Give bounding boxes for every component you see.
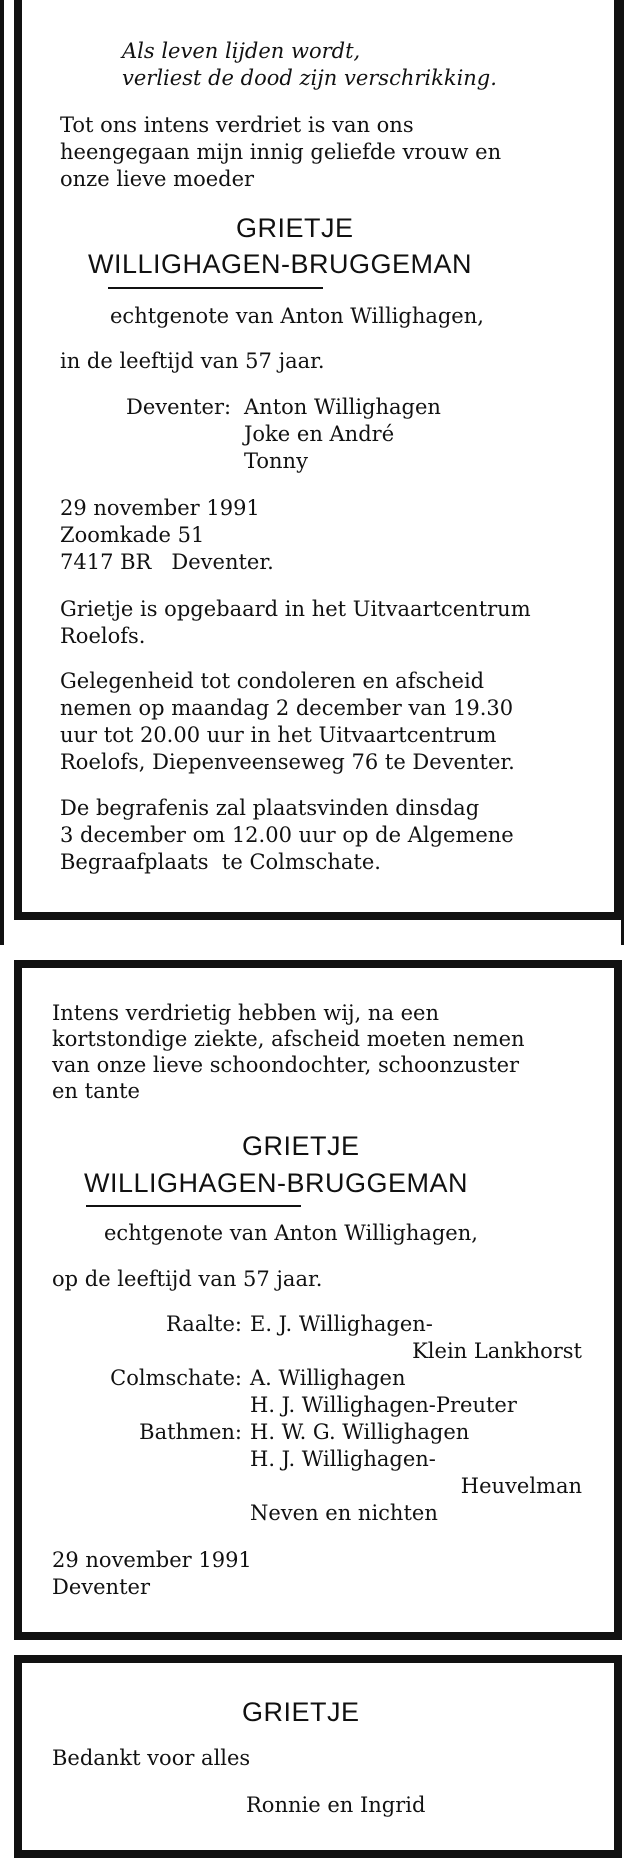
laid-out-line-1: Grietje is opgebaard in het Uitvaartcentrum (60, 597, 531, 621)
deceased-first-name: GRIETJE (242, 1131, 360, 1161)
intro-line-1: Tot ons intens verdriet is van ons (60, 113, 414, 137)
relative-2: Joke en André (244, 422, 395, 446)
condolence-line-4: Roelofs, Diepenveenseweg 76 te Deventer. (60, 750, 515, 774)
thanks-line: Bedankt voor alles (52, 1746, 251, 1770)
relative-3: Tonny (244, 449, 308, 473)
deceased-full-name: WILLIGHAGEN-BRUGGEMAN (88, 249, 473, 279)
intro-line-3: onze lieve moeder (60, 167, 255, 191)
laid-out-line-2: Roelofs. (60, 624, 146, 648)
intro-line-1: Intens verdrietig hebben wij, na een (52, 1001, 440, 1025)
name-underline (86, 1205, 301, 1207)
address-street: Zoomkade 51 (60, 523, 205, 547)
relative-1: Anton Willighagen (244, 395, 441, 419)
first-name-heading: GRIETJE (242, 1697, 360, 1727)
family-label-bathmen: Bathmen: (139, 1420, 242, 1444)
funeral-line-1: De begrafenis zal plaatsvinden dinsdag (60, 796, 480, 820)
family-member-line: H. J. Willighagen-Preuter (250, 1393, 517, 1417)
notice-place: Deventer (52, 1575, 150, 1599)
notice-date: 29 november 1991 (52, 1548, 252, 1572)
family-member-line: E. J. Willighagen- (250, 1312, 433, 1336)
age-line: op de leeftijd van 57 jaar. (52, 1267, 323, 1291)
notice-date: 29 november 1991 (60, 496, 260, 520)
family-member-line: Neven en nichten (250, 1501, 438, 1525)
family-member-line: Klein Lankhorst (412, 1339, 582, 1363)
poem-line-1: Als leven lijden wordt, (122, 39, 361, 63)
family-member-line: A. Willighagen (250, 1366, 406, 1390)
poem-line-2: verliest de dood zijn verschrikking. (122, 66, 497, 90)
place-label: Deventer: (126, 395, 232, 419)
intro-line-2: kortstondige ziekte, afscheid moeten nemen (52, 1027, 525, 1051)
condolence-line-3: uur tot 20.00 uur in het Uitvaartcentrum (60, 723, 497, 747)
intro-line-3: van onze lieve schoondochter, schoonzuster (52, 1053, 520, 1077)
left-column-rule (0, 0, 4, 945)
deceased-full-name: WILLIGHAGEN-BRUGGEMAN (84, 1168, 469, 1198)
condolence-line-2: nemen op maandag 2 december van 19.30 (60, 696, 514, 720)
family-label-raalte: Raalte: (166, 1312, 242, 1336)
intro-line-2: heengegaan mijn innig geliefde vrouw en (60, 140, 502, 164)
name-underline (108, 287, 323, 289)
age-line: in de leeftijd van 57 jaar. (60, 349, 325, 373)
family-label-colmschate: Colmschate: (110, 1366, 242, 1390)
intro-line-4: en tante (52, 1079, 140, 1103)
deceased-first-name: GRIETJE (236, 213, 354, 243)
condolence-line-1: Gelegenheid tot condoleren en afscheid (60, 669, 485, 693)
spouse-line: echtgenote van Anton Willighagen, (104, 1221, 478, 1245)
signature-line: Ronnie en Ingrid (246, 1793, 426, 1817)
funeral-line-3: Begraafplaats te Colmschate. (60, 850, 381, 874)
family-member-line: H. W. G. Willighagen (250, 1420, 470, 1444)
address-postcode: 7417 BR Deventer. (60, 550, 274, 574)
family-member-line: H. J. Willighagen- (250, 1447, 436, 1471)
spouse-line: echtgenote van Anton Willighagen, (110, 304, 484, 328)
obituary-notice-1 (14, 0, 622, 920)
funeral-line-2: 3 december om 12.00 uur op de Algemene (60, 823, 514, 847)
family-member-line: Heuvelman (460, 1474, 582, 1498)
